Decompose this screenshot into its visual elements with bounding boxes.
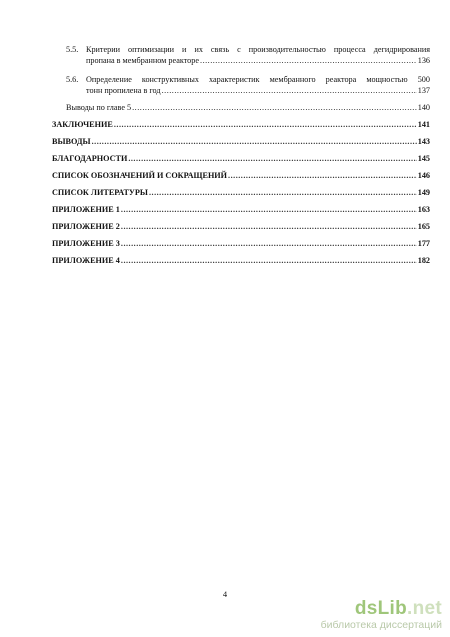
toc-section-appendix-3[interactable] [52, 238, 430, 249]
dot-leader [149, 187, 417, 198]
toc-page-number: 146 [417, 171, 430, 180]
dslib-watermark[interactable] [321, 599, 442, 631]
toc-section-title: ЗАКЛЮЧЕНИЕ [52, 120, 113, 129]
dot-leader [92, 136, 417, 147]
toc-page-number: 141 [417, 120, 430, 129]
dot-leader [200, 55, 417, 66]
toc-page-number: 177 [417, 239, 430, 248]
toc-section-abbreviations[interactable] [52, 170, 430, 181]
toc-entry-chapter-summary[interactable] [66, 102, 430, 113]
toc-entry-number: 5.5. [66, 45, 79, 54]
watermark-brand-tld: .net [407, 598, 442, 619]
toc-entry-5-5[interactable] [52, 44, 430, 66]
toc-section-title: БЛАГОДАРНОСТИ [52, 154, 128, 163]
dot-leader [121, 221, 417, 232]
dot-leader [132, 102, 417, 113]
toc-section-title: ПРИЛОЖЕНИЕ 1 [52, 205, 120, 214]
watermark-logo [321, 599, 442, 619]
toc-section-title: ВЫВОДЫ [52, 137, 91, 146]
toc-page-number: 140 [417, 103, 430, 112]
toc-section-title: СПИСОК ОБОЗНАЧЕНИЙ И СОКРАЩЕНИЙ [52, 171, 228, 180]
toc-section-title: ПРИЛОЖЕНИЕ 4 [52, 256, 120, 265]
watermark-tagline: библиотека диссертаций [320, 619, 442, 631]
dot-leader [128, 153, 416, 164]
toc-section-appendix-4[interactable] [52, 255, 430, 266]
toc-page-number: 137 [417, 86, 430, 95]
toc-entry-title: Выводы по главе 5 [66, 103, 132, 112]
toc-entry-5-6[interactable] [52, 74, 430, 96]
dot-leader [162, 85, 417, 96]
toc-section-zaklyuchenie[interactable] [52, 119, 430, 130]
dot-leader [114, 119, 417, 130]
toc-entry-title: Критерии оптимизации и их связь с производительностью процесса дегидрирования [86, 45, 430, 54]
toc-page-number: 149 [417, 188, 430, 197]
dot-leader [121, 204, 417, 215]
toc-entry-first-line [66, 74, 430, 85]
toc-section-title: СПИСОК ЛИТЕРАТУРЫ [52, 188, 148, 197]
toc-page-number: 145 [417, 154, 430, 163]
toc-page-number: 182 [417, 256, 430, 265]
toc-page-number: 143 [417, 137, 430, 146]
toc-section-title: ПРИЛОЖЕНИЕ 2 [52, 222, 120, 231]
page-number: 4 [222, 589, 228, 599]
toc-section-references[interactable] [52, 187, 430, 198]
toc-entry-title-continued: тонн пропилена в год [86, 86, 161, 95]
toc-section-vyvody[interactable] [52, 136, 430, 147]
table-of-contents [52, 44, 430, 266]
toc-entry-title-continued: пропана в мембранном реакторе [86, 56, 200, 65]
toc-entry-second-line [86, 55, 430, 66]
toc-section-appendix-1[interactable] [52, 204, 430, 215]
toc-section-blagodarnosti[interactable] [52, 153, 430, 164]
dot-leader [121, 238, 417, 249]
toc-section-title: ПРИЛОЖЕНИЕ 3 [52, 239, 120, 248]
dot-leader [228, 170, 417, 181]
toc-page-number: 165 [417, 222, 430, 231]
watermark-brand-main: dsLib [354, 598, 408, 619]
toc-entry-second-line [86, 85, 430, 96]
toc-entry-first-line [66, 44, 430, 55]
toc-page-number: 136 [417, 56, 430, 65]
toc-entry-title: Определение конструктивных характеристик мембранного реактора мощностью 500 [86, 75, 430, 84]
dot-leader [121, 255, 417, 266]
toc-page-number: 163 [417, 205, 430, 214]
toc-entry-number: 5.6. [66, 75, 79, 84]
toc-section-appendix-2[interactable] [52, 221, 430, 232]
